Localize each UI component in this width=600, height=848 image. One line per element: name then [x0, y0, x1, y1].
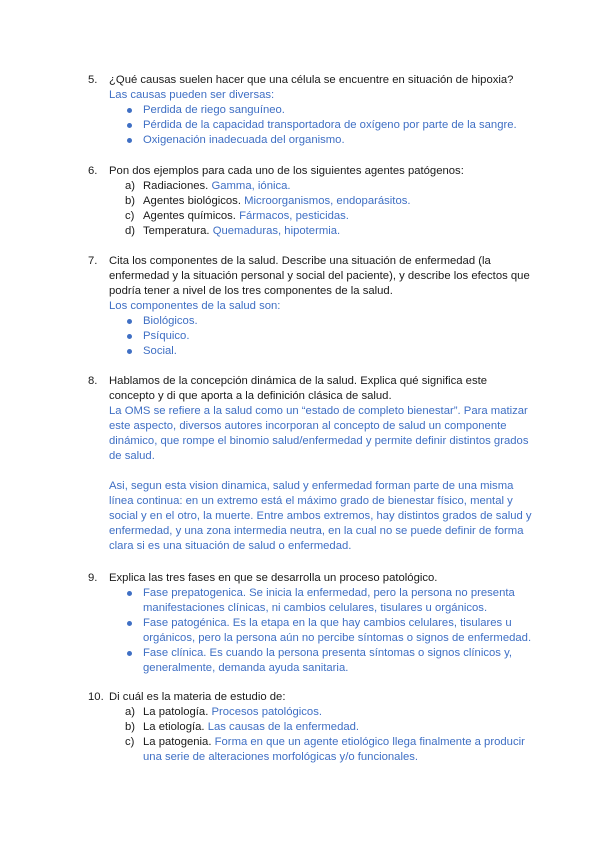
item-answer: Fármacos, pesticidas. — [239, 210, 349, 222]
question-number: 9. — [88, 572, 98, 584]
list-item-line: generalmente, demanda ayuda sanitaria. — [143, 662, 349, 674]
list-item: Biológicos. — [125, 314, 538, 329]
answer-list — [88, 314, 538, 359]
question-text: Di cuál es la materia de estudio de: — [109, 691, 286, 703]
question-text: ¿Qué causas suelen hacer que una célula se encuentre en situación de hipoxia? — [109, 74, 514, 86]
item-marker: c) — [125, 210, 135, 222]
question-8 — [88, 374, 538, 554]
answer-line: línea continua: en un extremo está el máximo grado de bienestar físico, mental y — [109, 495, 513, 507]
answer-list — [88, 705, 538, 765]
list-item — [125, 209, 538, 224]
question-7-text — [88, 254, 538, 269]
question-text-line: enfermedad y la situación personal y social del paciente), y describe los efectos que — [109, 270, 530, 282]
item-marker: a) — [125, 706, 136, 718]
item-answer-line: una serie de alteraciones morfológicas y/o funcionales. — [143, 751, 419, 763]
list-item — [125, 616, 538, 646]
answer-intro: Las causas pueden ser diversas: — [109, 89, 275, 101]
list-item — [125, 705, 538, 720]
list-item — [125, 735, 538, 765]
list-item-line: Fase prepatogenica. Se inicia la enfermedad, pero la persona no presenta — [143, 587, 515, 599]
item-marker: d) — [125, 225, 136, 237]
answer-line: La OMS se refiere a la salud como un “estado de completo bienestar”. Para matizar — [109, 405, 528, 417]
answer-line: de salud. — [109, 450, 155, 462]
answer-line: este aspecto, diversos autores incorporan al concepto de salud un componente — [109, 420, 507, 432]
question-8-text — [88, 374, 538, 389]
item-label: La patogenia. — [143, 736, 212, 748]
list-item: Perdida de riego sanguíneo. — [125, 103, 538, 118]
item-answer: Procesos patológicos. — [211, 706, 322, 718]
question-6 — [88, 164, 538, 239]
list-item-line: Fase clínica. Es cuando la persona presenta síntomas o signos clínicos y, — [143, 647, 513, 659]
answer-line: Asi, segun esta vision dinamica, salud y enfermedad forman parte de una misma — [109, 480, 514, 492]
answer-line: dinámico, que rompe el binomio salud/enfermedad y permite definir distintos grados — [109, 435, 529, 447]
list-item-line: manifestaciones clínicas, ni cambios celulares, tisulares u orgánicos. — [143, 602, 488, 614]
answer-line: social y en el otro, la muerte. Entre ambos extremos, hay distintos grados de salud y — [109, 510, 532, 522]
item-answer: Las causas de la enfermedad. — [207, 721, 360, 733]
question-7 — [88, 254, 538, 359]
answer-list — [88, 586, 538, 676]
question-5 — [88, 73, 538, 148]
item-answer: Gamma, iónica. — [211, 180, 291, 192]
question-6-text — [88, 164, 538, 179]
answer-list — [88, 179, 538, 239]
list-item — [125, 586, 538, 616]
item-label: La patología. — [143, 706, 209, 718]
question-text-line: concepto y di que aporta a la definición clásica de salud. — [109, 390, 392, 402]
answer-line: clara si es una situación de salud o enfermedad. — [109, 540, 352, 552]
item-label: La etiología. — [143, 721, 205, 733]
list-item — [125, 179, 538, 194]
question-text-line: Hablamos de la concepción dinámica de la salud. Explica qué significa este — [109, 375, 488, 387]
question-number: 6. — [88, 165, 98, 177]
question-10 — [88, 690, 538, 765]
question-9-text — [88, 571, 538, 586]
item-marker: a) — [125, 180, 136, 192]
paragraph-gap — [88, 464, 538, 479]
question-5-text — [88, 73, 538, 88]
list-item — [125, 224, 538, 239]
question-text: Pon dos ejemplos para cada uno de los siguientes agentes patógenos: — [109, 165, 464, 177]
item-marker: b) — [125, 721, 136, 733]
item-answer: Quemaduras, hipotermia. — [212, 225, 341, 237]
question-text-line: podría tener a nivel de los tres componentes de la salud. — [109, 285, 393, 297]
question-number: 10. — [88, 691, 104, 703]
question-number: 8. — [88, 375, 98, 387]
question-number: 5. — [88, 74, 98, 86]
list-item: Pérdida de la capacidad transportadora de oxígeno por parte de la sangre. — [125, 118, 538, 133]
item-label: Agentes biológicos. — [143, 195, 241, 207]
question-text: Explica las tres fases en que se desarrolla un proceso patológico. — [109, 572, 438, 584]
item-answer: Forma en que un agente etiológico llega finalmente a producir — [214, 736, 525, 748]
item-marker: b) — [125, 195, 136, 207]
list-item: Social. — [125, 344, 538, 359]
list-item-line: orgánicos, pero la persona aún no percibe síntomas o signos de enfermedad. — [143, 632, 532, 644]
question-text-line: Cita los componentes de la salud. Describe una situación de enfermedad (la — [109, 255, 491, 267]
list-item: Oxigenación inadecuada del organismo. — [125, 133, 538, 148]
answer-line: enfermedad, y una zona intermedia neutra, en la cual no se puede definir de forma — [109, 525, 524, 537]
item-marker: c) — [125, 736, 135, 748]
question-9 — [88, 571, 538, 676]
item-label: Radiaciones. — [143, 180, 209, 192]
list-item — [125, 720, 538, 735]
answer-list — [88, 103, 538, 148]
list-item — [125, 194, 538, 209]
item-label: Agentes químicos. — [143, 210, 236, 222]
list-item — [125, 646, 538, 676]
question-10-text — [88, 690, 538, 705]
list-item: Psíquico. — [125, 329, 538, 344]
answer-intro: Los componentes de la salud son: — [109, 300, 281, 312]
item-label: Temperatura. — [143, 225, 210, 237]
question-number: 7. — [88, 255, 98, 267]
list-item-line: Fase patogénica. Es la etapa en la que hay cambios celulares, tisulares u — [143, 617, 512, 629]
item-answer: Microorganismos, endoparásitos. — [244, 195, 411, 207]
